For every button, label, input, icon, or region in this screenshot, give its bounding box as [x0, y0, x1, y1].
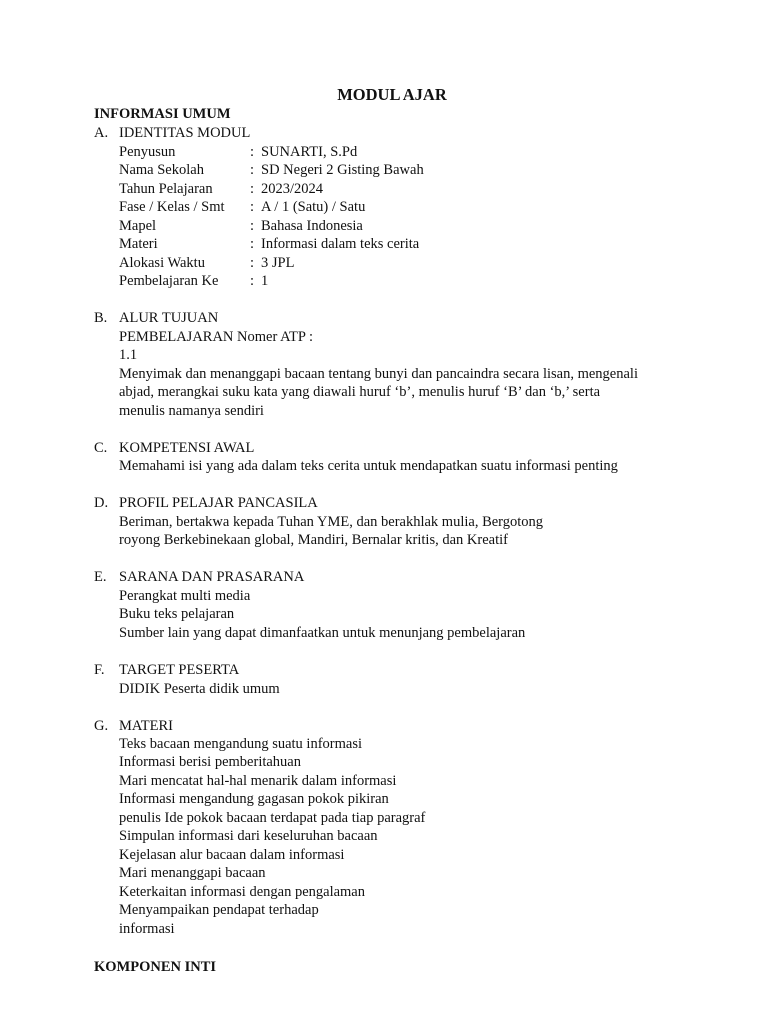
identitas-heading: IDENTITAS MODUL — [119, 125, 251, 141]
profil-line: royong Berkebinekaan global, Mandiri, Bernalar kritis, dan Kreatif — [119, 532, 508, 548]
identitas-value: 2023/2024 — [261, 181, 324, 197]
target-letter: F. — [94, 662, 105, 678]
materi-line: Teks bacaan mengandung suatu informasi — [119, 736, 362, 752]
alur-letter: B. — [94, 310, 108, 326]
materi-line: Informasi mengandung gagasan pokok pikiran — [119, 791, 389, 807]
kompetensi-letter: C. — [94, 440, 108, 456]
sarana-letter: E. — [94, 569, 107, 585]
materi-line: Informasi berisi pemberitahuan — [119, 754, 301, 770]
identitas-colon: : — [250, 255, 255, 271]
target-heading: TARGET PESERTA — [119, 662, 240, 678]
page-title: MODUL AJAR — [337, 85, 447, 104]
alur-line: Menyimak dan menanggapi bacaan tentang bunyi dan pancaindra secara lisan, mengenali — [119, 366, 638, 382]
identitas-value: 1 — [261, 273, 269, 289]
identitas-label: Penyusun — [119, 144, 176, 160]
identitas-colon: : — [250, 144, 255, 160]
identitas-label: Fase / Kelas / Smt — [119, 199, 225, 215]
identitas-colon: : — [250, 162, 255, 178]
section-informasi-umum: INFORMASI UMUM — [94, 106, 231, 122]
identitas-colon: : — [250, 181, 255, 197]
materi-heading: MATERI — [119, 718, 173, 734]
kompetensi-line: Memahami isi yang ada dalam teks cerita untuk mendapatkan suatu informasi penting — [119, 458, 618, 474]
identitas-label: Mapel — [119, 218, 157, 234]
identitas-value: Informasi dalam teks cerita — [261, 236, 420, 252]
identitas-value: A / 1 (Satu) / Satu — [261, 199, 366, 215]
kompetensi-heading: KOMPETENSI AWAL — [119, 440, 255, 456]
materi-line: informasi — [119, 921, 175, 937]
identitas-letter: A. — [94, 125, 109, 141]
sarana-heading: SARANA DAN PRASARANA — [119, 569, 305, 585]
sarana-line: Perangkat multi media — [119, 588, 251, 604]
identitas-colon: : — [250, 273, 255, 289]
profil-line: Beriman, bertakwa kepada Tuhan YME, dan berakhlak mulia, Bergotong — [119, 514, 544, 530]
sarana-line: Sumber lain yang dapat dimanfaatkan untuk menunjang pembelajaran — [119, 625, 526, 641]
materi-line: Kejelasan alur bacaan dalam informasi — [119, 847, 345, 863]
alur-line: abjad, merangkai suku kata yang diawali huruf ‘b’, menulis huruf ‘B’ dan ‘b,’ serta — [119, 384, 601, 400]
alur-line: PEMBELAJARAN Nomer ATP : — [119, 329, 314, 345]
identitas-colon: : — [250, 236, 255, 252]
identitas-value: 3 JPL — [261, 255, 295, 271]
target-line: DIDIK Peserta didik umum — [119, 681, 280, 697]
identitas-label: Pembelajaran Ke — [119, 273, 219, 289]
identitas-value: Bahasa Indonesia — [261, 218, 363, 234]
section-komponen-inti: KOMPONEN INTI — [94, 959, 217, 975]
identitas-label: Materi — [119, 236, 158, 252]
identitas-label: Alokasi Waktu — [119, 255, 205, 271]
materi-line: Keterkaitan informasi dengan pengalaman — [119, 884, 365, 900]
sarana-line: Buku teks pelajaran — [119, 606, 235, 622]
profil-heading: PROFIL PELAJAR PANCASILA — [119, 495, 318, 511]
identitas-colon: : — [250, 218, 255, 234]
materi-line: Menyampaikan pendapat terhadap — [119, 902, 319, 918]
identitas-label: Nama Sekolah — [119, 162, 204, 178]
profil-letter: D. — [94, 495, 109, 511]
identitas-value: SD Negeri 2 Gisting Bawah — [261, 162, 424, 178]
identitas-colon: : — [250, 199, 255, 215]
identitas-label: Tahun Pelajaran — [119, 181, 213, 197]
materi-line: penulis Ide pokok bacaan terdapat pada tiap paragraf — [119, 810, 426, 826]
materi-line: Simpulan informasi dari keseluruhan bacaan — [119, 828, 378, 844]
alur-line: menulis namanya sendiri — [119, 403, 264, 419]
materi-line: Mari mencatat hal-hal menarik dalam informasi — [119, 773, 397, 789]
alur-line: 1.1 — [119, 347, 138, 363]
materi-letter: G. — [94, 718, 109, 734]
materi-line: Mari menanggapi bacaan — [119, 865, 266, 881]
identitas-value: SUNARTI, S.Pd — [261, 144, 358, 160]
alur-heading: ALUR TUJUAN — [119, 310, 219, 326]
